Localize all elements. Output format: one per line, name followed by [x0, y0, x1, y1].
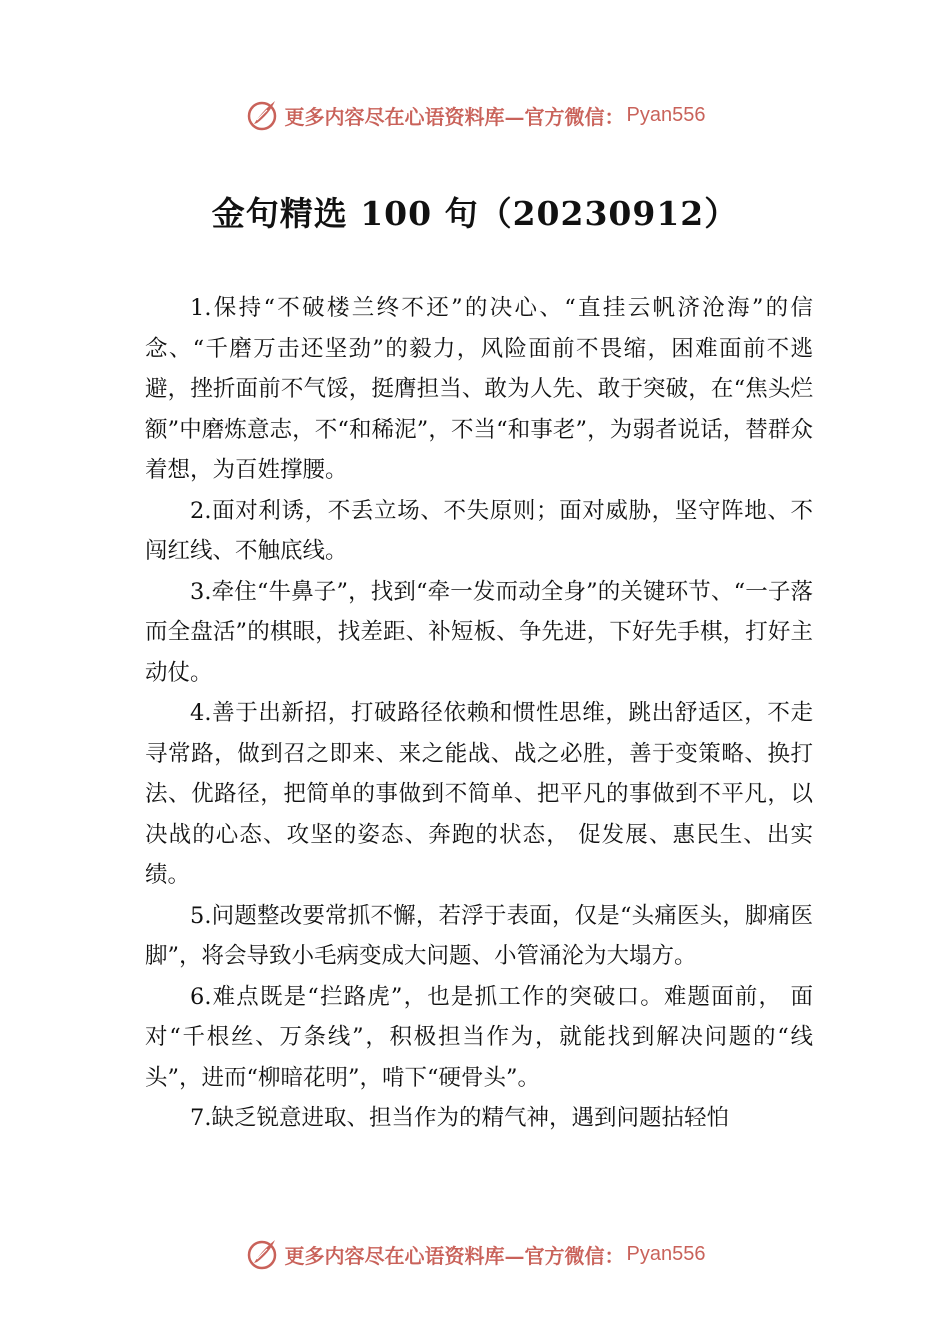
watermark-text: 更多内容尽在心语资料库—官方微信：	[284, 1243, 625, 1268]
paragraph-5: 5.问题整改要常抓不懈，若浮于表面，仅是“头痛医头，脚痛医脚”，将会导致小毛病变成大问题、小管涌沦为大塌方。	[145, 902, 813, 969]
watermark-text: 更多内容尽在心语资料库—官方微信：	[284, 104, 625, 129]
watermark-handle: Pyan556	[626, 103, 706, 126]
document-title: 金句精选 100 句（20230912）	[211, 194, 739, 233]
document-body	[145, 288, 813, 1139]
paragraph-7: 7.缺乏锐意进取、担当作为的精气神，遇到问题拈轻怕	[190, 1105, 729, 1131]
paragraph-6: 6.难点既是“拦路虎”，也是抓工作的突破口。难题面前， 面对“千根丝、万条线”，积极担当作为，就能找到解决问题的“线头”，进而“柳暗花明”，啃下“硬骨头”。	[145, 983, 813, 1091]
paragraph-4: 4.善于出新招，打破路径依赖和惯性思维，跳出舒适区，不走寻常路，做到召之即来、来之能战、战之必胜，善于变策略、换打法、优路径，把简单的事做到不简单、把平凡的事做到不平凡，以决战的心态、攻坚的姿态、奔跑的状态， 促发展、惠民生、出实绩。	[145, 700, 813, 888]
watermark-banner-bottom	[0, 1234, 950, 1274]
paragraph-2: 2.面对利诱，不丢立场、不失原则；面对威胁，坚守阵地、不闯红线、不触底线。	[145, 497, 813, 564]
quill-seal-icon	[245, 1237, 279, 1271]
watermark-handle: Pyan556	[626, 1242, 706, 1265]
paragraph-1: 1.保持“不破楼兰终不还”的决心、“直挂云帆济沧海”的信念、“千磨万击还坚劲”的毅力，风险面前不畏缩，困难面前不逃避，挫折面前不气馁，挺膺担当、敢为人先、敢于突破，在“焦头烂额”中磨炼意志，不“和稀泥”，不当“和事老”，为弱者说话，替群众着想，为百姓撑腰。	[145, 295, 813, 483]
watermark-banner-top	[0, 95, 950, 135]
quill-seal-icon	[245, 98, 279, 132]
paragraph-3: 3.牵住“牛鼻子”，找到“牵一发而动全身”的关键环节、“一子落而全盘活”的棋眼，找差距、补短板、争先进，下好先手棋，打好主动仗。	[145, 578, 813, 686]
